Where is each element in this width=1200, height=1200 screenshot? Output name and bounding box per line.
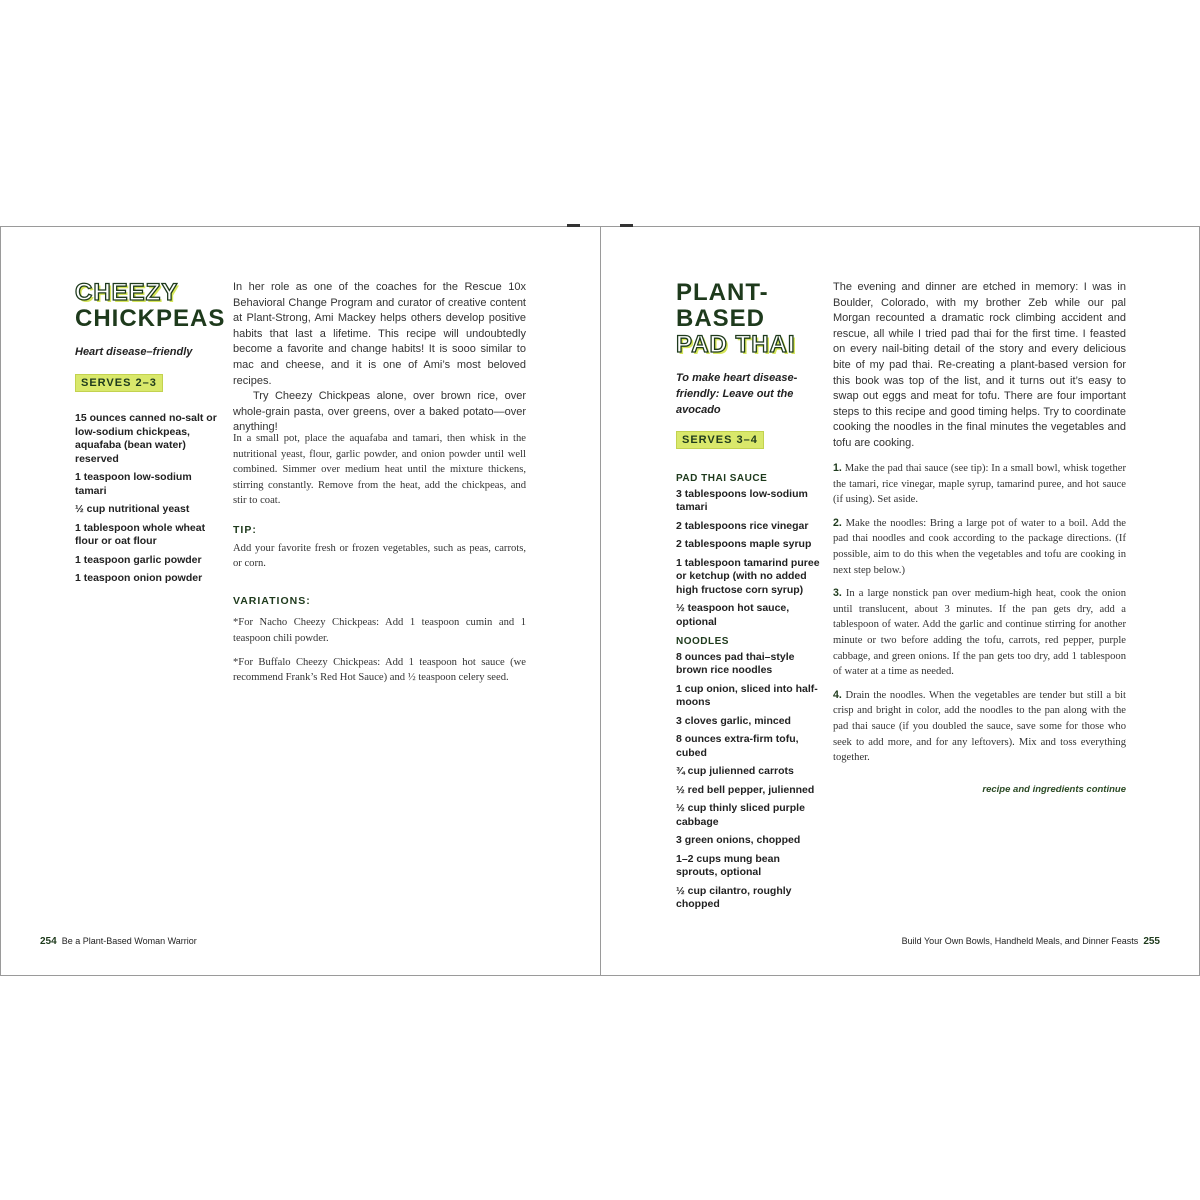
step-text: In a large nonstick pan over medium-high heat, cook the onion until translucent, about 3 minutes. If the pan gets dry, add a tablespoon of water. Add the garlic and continue stirring for another minute or two before adding the tofu, carrots, red pepper, purple cabbage, and green onions. If the pan gets too dry, add 1 tablespoon of water at a time as needed.	[833, 588, 1126, 678]
title-line: CHEEZY	[75, 279, 179, 306]
ingredient-list	[676, 466, 821, 917]
title-line: PAD THAI	[676, 331, 796, 358]
ingredient-item: 15 ounces canned no-salt or low-sodium chickpeas, aquafaba (bean water) reserved	[75, 412, 217, 465]
method-step	[833, 688, 1126, 766]
variations-heading: VARIATIONS:	[233, 594, 311, 607]
ingredient-item: 1 teaspoon garlic powder	[75, 553, 202, 566]
ingredient-item: 2 tablespoons rice vinegar	[676, 519, 809, 532]
crop-mark	[620, 224, 633, 227]
ingredient-item: 1 teaspoon low-sodium tamari	[75, 471, 192, 497]
ingredient-item: 3 cloves garlic, minced	[676, 714, 791, 727]
ingredient-item: 1 cup onion, sliced into half-moons	[676, 682, 818, 708]
tip-text: Add your favorite fresh or frozen vegetables, such as peas, carrots, or corn.	[233, 542, 526, 570]
serves-badge: SERVES 3–4	[676, 431, 764, 449]
crop-mark	[567, 224, 580, 227]
variation-item: *For Buffalo Cheezy Chickpeas: Add 1 teaspoon hot sauce (we recommend Frank’s Red Hot Sauce) and ½ teaspoon celery seed.	[233, 656, 526, 684]
step-number: 1.	[833, 462, 842, 474]
health-note: Heart disease–friendly	[75, 346, 193, 358]
ingredient-item: 8 ounces pad thai–style brown rice noodles	[676, 650, 795, 676]
intro-paragraph: The evening and dinner are etched in memory: I was in Boulder, Colorado, with my brother Zeb while our pal Morgan recounted a dramatic rock climbing accident and rescue, all while I tried pad thai for the first time. I feasted on every nail-biting detail of the story and every delicious bite of my pad thai. Re-creating a plant-based version for this book was top of the list, and it turns out it’s easy to swap out eggs and meat for tofu. There are four important steps to this recipe and good timing helps. Try to coordinate cooking the noodles in the final minutes the vegetables and tofu are cooking.	[833, 281, 1126, 449]
ingredient-item: 3 tablespoons low-sodium tamari	[676, 487, 808, 513]
page-footer	[902, 936, 1160, 947]
intro-paragraph: In her role as one of the coaches for the Rescue 10x Behavioral Change Program and curator of creative content at Plant-Strong, Ami Mackey helps others develop positive habits that last a lifetime. This recipe will undoubtedly become a favorite and change habits! It is sooo similar to mac and cheese, and it is one of Ami’s most beloved recipes.	[233, 281, 526, 387]
ingredient-item: 1 tablespoon whole wheat flour or oat flour	[75, 521, 206, 547]
ingredient-item: ¾ cup julienned carrots	[676, 765, 794, 777]
ingredient-item: 3 green onions, chopped	[676, 834, 801, 846]
step-text: Make the noodles: Bring a large pot of water to a boil. Add the pad thai noodles and cook according to the package directions. (If possible, aim to do this when the vegetables and tofu are cooking in next step below.)	[833, 517, 1126, 576]
ingredient-item: 1–2 cups mung bean sprouts, optional	[676, 852, 780, 878]
recipe-title	[75, 280, 225, 332]
book-title: Be a Plant-Based Woman Warrior	[61, 936, 197, 946]
intro-text	[833, 280, 1126, 452]
ingredient-item: ½ red bell pepper, julienned	[676, 783, 815, 796]
method-step	[833, 586, 1126, 680]
book-title: Build Your Own Bowls, Handheld Meals, and Dinner Feasts	[901, 936, 1139, 946]
method-step	[833, 461, 1126, 508]
continued-note: recipe and ingredients continue	[982, 783, 1126, 795]
step-number: 4.	[833, 688, 842, 701]
ingredient-item: 2 tablespoons maple syrup	[676, 538, 812, 550]
health-note: To make heart disease-friendly: Leave out the avocado	[676, 372, 798, 416]
page-number: 254	[40, 936, 57, 947]
ingredient-item: ½ cup cilantro, roughly chopped	[676, 884, 792, 910]
method-text	[233, 431, 526, 694]
ingredient-item: 1 tablespoon tamarind puree or ketchup (with no added high fructose corn syrup)	[676, 556, 820, 596]
intro-text	[233, 280, 526, 436]
variation-item: *For Nacho Cheezy Chickpeas: Add 1 teaspoon cumin and 1 teaspoon chili powder.	[233, 617, 526, 644]
recipe-title	[676, 280, 796, 358]
ingredient-item: 1 teaspoon onion powder	[75, 572, 203, 584]
ingredient-list	[75, 412, 220, 591]
title-line: CHICKPEAS	[75, 305, 226, 332]
serves-badge: SERVES 2–3	[75, 374, 163, 392]
ingredient-section-heading: NOODLES	[676, 636, 729, 647]
ingredient-section-heading: PAD THAI SAUCE	[676, 473, 768, 484]
step-number: 3.	[833, 587, 842, 600]
title-line: BASED	[676, 305, 766, 332]
title-line: PLANT-	[676, 279, 769, 306]
ingredient-item: 8 ounces extra-firm tofu, cubed	[676, 733, 799, 759]
ingredient-item: ½ cup thinly sliced purple cabbage	[676, 802, 805, 828]
step-text: Make the pad thai sauce (see tip): In a small bowl, whisk together the tamari, rice vinegar, maple syrup, tamarind puree, and hot sauce (if using). Set aside.	[833, 463, 1126, 506]
page-number: 255	[1143, 936, 1160, 947]
ingredient-item: ½ cup nutritional yeast	[75, 503, 190, 515]
method-step	[833, 516, 1126, 578]
step-number: 2.	[833, 516, 842, 529]
ingredient-item: ½ teaspoon hot sauce, optional	[676, 602, 790, 628]
page-footer	[40, 936, 197, 947]
step-text: Drain the noodles. When the vegetables are tender but still a bit crisp and bright in color, add the noodles to the pan along with the pad thai sauce (if you doubled the sauce, save some for those who seek to add more, and for any leftovers). Mix and toss everything together.	[833, 689, 1126, 764]
tip-heading: TIP:	[233, 523, 257, 536]
method-steps	[833, 461, 1126, 797]
intro-paragraph: Try Cheezy Chickpeas alone, over brown rice, over whole-grain pasta, over greens, over a baked potato—over anything!	[233, 390, 526, 434]
method-paragraph: In a small pot, place the aquafaba and tamari, then whisk in the nutritional yeast, flour, garlic powder, and onion powder until well combined. Simmer over medium heat until the mixture thickens, stirring constantly. Remove from the heat, add the chickpeas, and stir to coat.	[233, 433, 526, 507]
